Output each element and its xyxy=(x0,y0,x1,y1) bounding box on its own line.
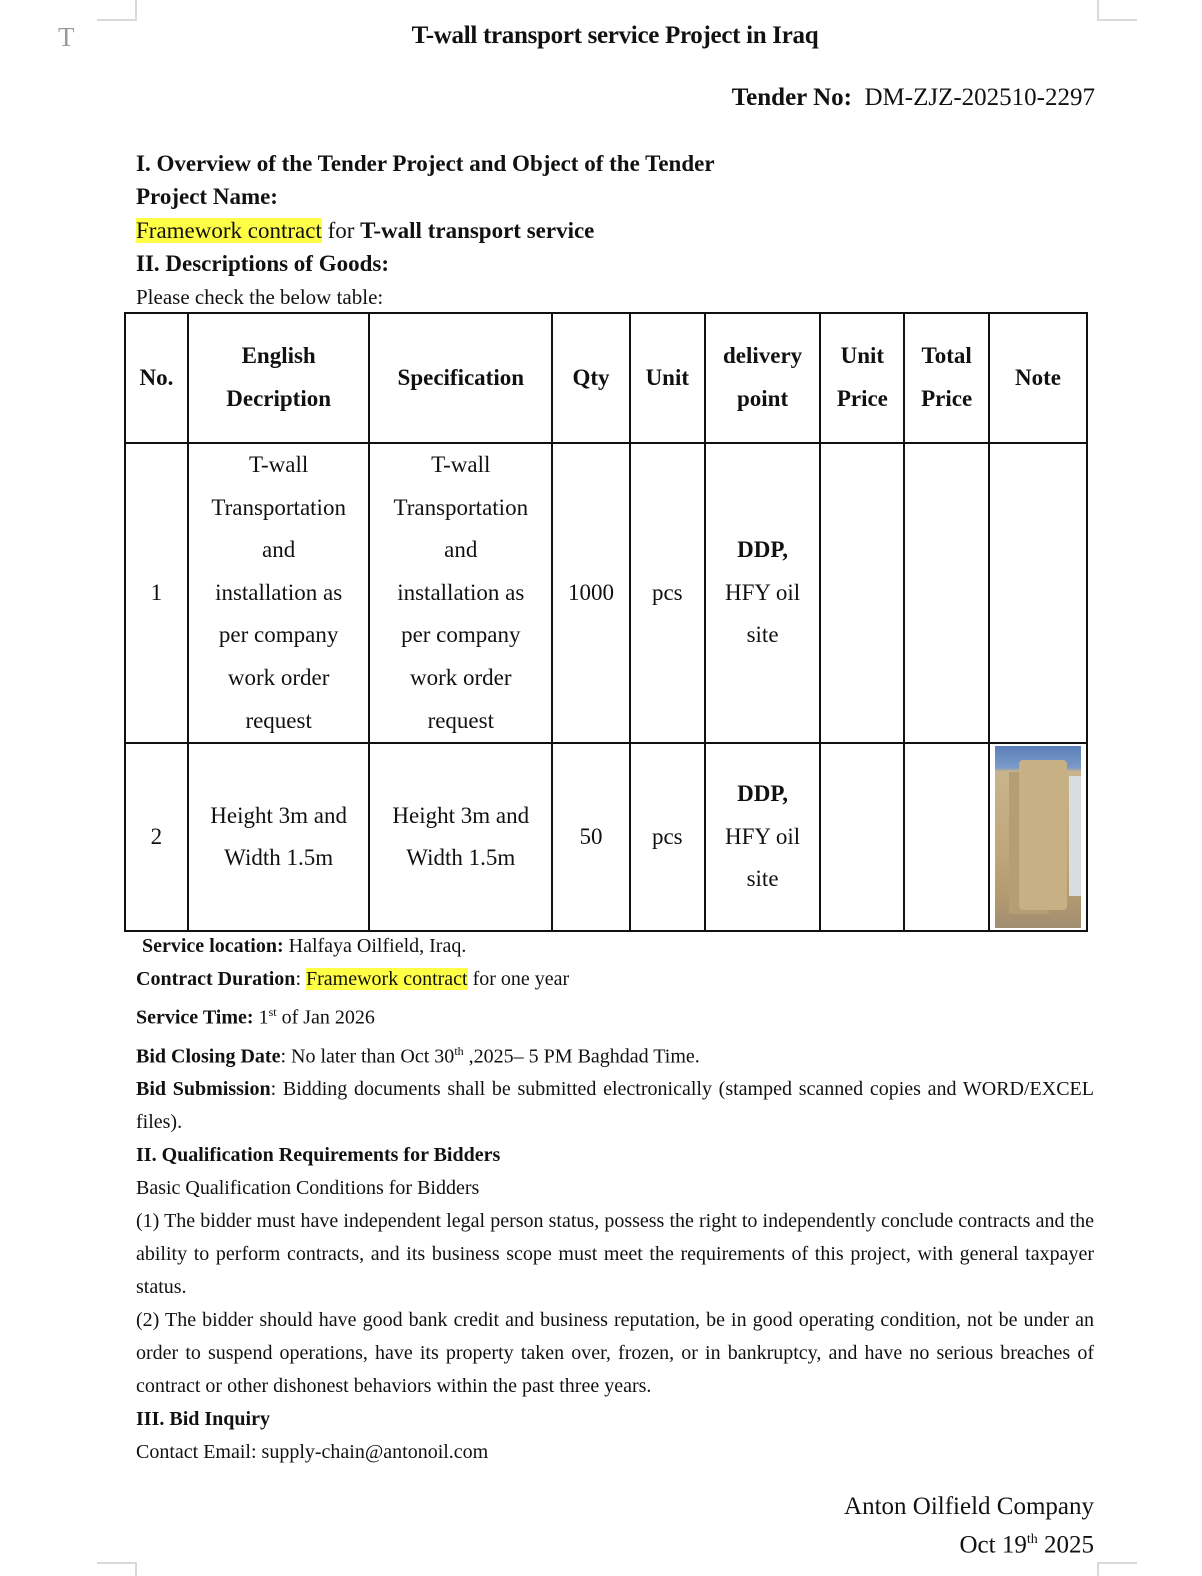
delivery-line: site xyxy=(746,866,779,892)
cell-total-price[interactable] xyxy=(904,743,989,931)
company-name: Anton Oilfield Company xyxy=(844,1493,1094,1520)
spec-line: T-wall xyxy=(431,452,491,477)
date-day: Oct 19 xyxy=(959,1531,1027,1559)
cell-delivery-point xyxy=(705,443,821,743)
bid-closing-label: Bid Closing Date xyxy=(136,1045,281,1068)
delivery-term: DDP, xyxy=(737,781,789,807)
desc-line: Height 3m and xyxy=(210,802,347,828)
header-total-price-line1: Total xyxy=(921,343,972,369)
tender-label: Tender No xyxy=(731,84,844,111)
cell-qty: 50 xyxy=(552,743,630,931)
desc-line: work order xyxy=(227,664,330,690)
cell-description xyxy=(188,743,370,931)
cell-note xyxy=(989,743,1087,931)
contract-duration-rest: for one year xyxy=(467,968,570,990)
cell-unit-price[interactable] xyxy=(820,743,904,931)
cell-delivery-point xyxy=(705,743,821,931)
t-wall-photo xyxy=(995,746,1081,928)
table-header-row xyxy=(125,313,1087,443)
cell-unit-price[interactable] xyxy=(820,443,904,743)
signature-block xyxy=(844,1490,1094,1561)
header-total-price xyxy=(904,313,989,443)
service-time-rest: of Jan 2026 xyxy=(276,1006,375,1029)
contact-email-line xyxy=(136,1436,1094,1469)
table-intro: Please check the below table: xyxy=(136,285,384,309)
service-time-suffix: st xyxy=(268,1005,277,1019)
desc-line: per company xyxy=(218,622,339,648)
header-delivery-line2: point xyxy=(737,386,789,411)
service-time-day: 1 xyxy=(253,1006,269,1029)
table-row xyxy=(125,743,1087,931)
cell-specification xyxy=(369,743,552,931)
cell-unit: pcs xyxy=(630,743,705,931)
spec-line: Transportation xyxy=(393,494,529,520)
header-desc-line2: Decription xyxy=(226,386,332,411)
service-time xyxy=(136,996,1094,1035)
desc-line: and xyxy=(262,537,296,563)
document-title: T-wall transport service Project in Iraq xyxy=(411,22,819,49)
desc-line: T-wall xyxy=(249,452,309,477)
service-time-label: Service Time: xyxy=(136,1006,254,1029)
contact-email-label: Contact Email: xyxy=(136,1441,262,1464)
goods-table xyxy=(124,312,1088,932)
tender-number-line xyxy=(732,84,1095,112)
header-delivery-line1: delivery xyxy=(722,343,803,369)
cell-no: 1 xyxy=(125,443,188,743)
spec-line: installation as xyxy=(397,579,525,605)
text-cursor-icon: T xyxy=(58,22,75,52)
cell-specification xyxy=(369,443,552,743)
desc-line: request xyxy=(245,707,312,733)
header-specification: Specification xyxy=(369,313,552,443)
header-unit: Unit xyxy=(630,313,705,443)
contract-duration-label: Contract Duration xyxy=(136,968,296,990)
project-name-label: Project Name: xyxy=(136,184,278,209)
cell-total-price[interactable] xyxy=(904,443,989,743)
header-unit-price-line2: Price xyxy=(836,386,888,411)
service-location xyxy=(136,930,1094,963)
contact-email-link[interactable]: supply-chain@antonoil.com xyxy=(261,1441,489,1464)
tender-separator: : xyxy=(843,84,852,111)
project-name xyxy=(136,214,594,247)
spec-line: Width 1.5m xyxy=(406,845,516,871)
spec-line: and xyxy=(444,537,478,563)
header-description xyxy=(188,313,370,443)
cell-description xyxy=(188,443,370,743)
qualification-subheading: Basic Qualification Conditions for Bidders xyxy=(136,1177,480,1200)
header-desc-line1: English xyxy=(241,343,316,369)
delivery-line: site xyxy=(746,622,779,648)
inquiry-heading: III. Bid Inquiry xyxy=(136,1408,270,1431)
service-location-label: Service location: xyxy=(142,935,284,957)
cell-unit: pcs xyxy=(630,443,705,743)
cell-no: 2 xyxy=(125,743,188,931)
date-year: 2025 xyxy=(1037,1531,1094,1559)
header-qty: Qty xyxy=(552,313,630,443)
header-no: No. xyxy=(125,313,188,443)
signature-date xyxy=(844,1523,1094,1561)
project-name-connector: for xyxy=(321,218,361,243)
service-location-value: Halfaya Oilfield, Iraq. xyxy=(283,935,467,957)
overview-heading: I. Overview of the Tender Project and Object of the Tender xyxy=(136,151,715,176)
qualification-heading: II. Qualification Requirements for Bidders xyxy=(136,1144,501,1167)
tender-number: DM-ZJZ-202510-2297 xyxy=(864,84,1095,111)
bid-closing-rest: ,2025– 5 PM Baghdad Time. xyxy=(463,1045,700,1068)
desc-line: installation as xyxy=(215,579,343,605)
delivery-term: DDP, xyxy=(737,537,789,563)
header-total-price-line2: Price xyxy=(921,386,973,411)
spec-line: Height 3m and xyxy=(392,802,530,828)
details-block xyxy=(136,930,1094,1469)
highlighted-text: Framework contract xyxy=(136,218,322,243)
header-unit-price-line1: Unit xyxy=(840,343,885,369)
desc-line: Width 1.5m xyxy=(224,845,334,871)
bid-submission xyxy=(136,1073,1094,1139)
bid-closing-pre: : No later than Oct 30 xyxy=(280,1045,455,1068)
crop-mark-top-left xyxy=(97,0,137,21)
desc-line: Transportation xyxy=(211,494,346,520)
delivery-line: HFY oil xyxy=(724,823,801,849)
spec-line: work order xyxy=(410,664,512,690)
contract-duration-colon: : xyxy=(295,968,306,990)
goods-heading: II. Descriptions of Goods: xyxy=(136,251,390,276)
qualification-item-2: (2) The bidder should have good bank credit and business reputation, be in good operating condition, not be under an order to suspend operations, have its property taken over, frozen, or in bankruptcy, and have no serious breaches of contract or other dishonest behaviors within the past three years. xyxy=(136,1309,1094,1398)
header-note: Note xyxy=(989,313,1087,443)
date-suffix: th xyxy=(1026,1532,1038,1547)
qualification-item-1: (1) The bidder must have independent legal person status, possess the right to independently conclude contracts and the ability to perform contracts, and its business scope must meet the requirements of this project, with general taxpayer status. xyxy=(136,1210,1094,1299)
header-unit-price xyxy=(820,313,904,443)
table-row xyxy=(125,443,1087,743)
bid-closing-suffix: th xyxy=(454,1043,464,1058)
highlighted-text: Framework contract xyxy=(306,968,468,990)
delivery-line: HFY oil xyxy=(724,579,801,605)
bid-submission-label: Bid Submission xyxy=(136,1078,271,1101)
contract-duration xyxy=(136,963,1094,996)
header-delivery-point xyxy=(705,313,821,443)
project-name-bold: T-wall transport service xyxy=(360,218,595,243)
cell-note xyxy=(989,443,1087,743)
cell-qty: 1000 xyxy=(552,443,630,743)
bid-submission-value: : Bidding documents shall be submitted electronically (stamped scanned copies and WORD/EXCEL files). xyxy=(136,1078,1094,1134)
bid-closing-date xyxy=(136,1035,1094,1074)
crop-mark-top-right xyxy=(1097,0,1137,21)
spec-line: per company xyxy=(401,622,521,648)
spec-line: request xyxy=(427,707,494,733)
